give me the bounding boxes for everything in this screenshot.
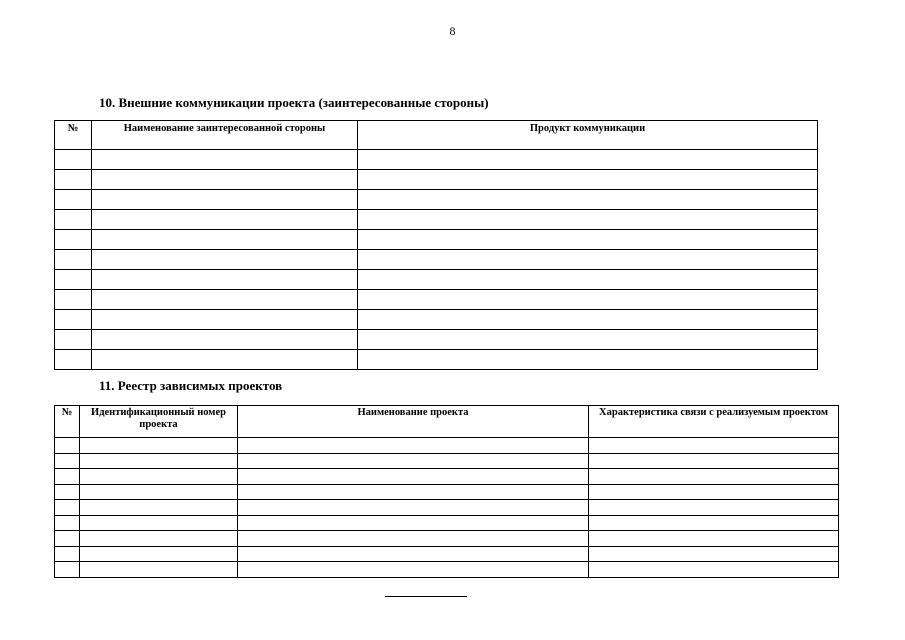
table-row bbox=[55, 500, 839, 516]
table-row bbox=[55, 190, 818, 210]
table-cell bbox=[92, 350, 358, 370]
table-row bbox=[55, 290, 818, 310]
table-cell bbox=[589, 500, 839, 516]
table-cell bbox=[55, 270, 92, 290]
table-header-row bbox=[55, 121, 818, 150]
table-cell bbox=[55, 150, 92, 170]
column-header-project-name: Наименование проекта bbox=[238, 406, 589, 438]
table-cell bbox=[589, 531, 839, 547]
table-cell bbox=[92, 150, 358, 170]
table-cell bbox=[358, 350, 818, 370]
table-header-row bbox=[55, 406, 839, 438]
page-number: 8 bbox=[449, 24, 456, 38]
footnote-separator-line bbox=[385, 596, 467, 597]
table-row bbox=[55, 170, 818, 190]
table-cell bbox=[55, 170, 92, 190]
table-cell bbox=[238, 453, 589, 469]
table-cell bbox=[92, 250, 358, 270]
table-cell bbox=[55, 438, 80, 454]
table-cell bbox=[80, 562, 238, 578]
column-header-project-id: Идентификационный номер проекта bbox=[80, 406, 238, 438]
table-cell bbox=[589, 515, 839, 531]
table-cell bbox=[55, 469, 80, 485]
section-10-heading: 10. Внешние коммуникации проекта (заинтересованные стороны) bbox=[99, 95, 489, 110]
table-cell bbox=[358, 270, 818, 290]
dependent-projects-table bbox=[54, 405, 839, 578]
table-cell bbox=[238, 500, 589, 516]
table-row bbox=[55, 515, 839, 531]
table-row bbox=[55, 330, 818, 350]
table-cell bbox=[238, 438, 589, 454]
table-row bbox=[55, 453, 839, 469]
table-cell bbox=[55, 210, 92, 230]
table-cell bbox=[55, 562, 80, 578]
table-cell bbox=[358, 250, 818, 270]
table-cell bbox=[358, 170, 818, 190]
column-header-communication-product: Продукт коммуникации bbox=[358, 121, 818, 150]
table-cell bbox=[92, 330, 358, 350]
table-cell bbox=[589, 562, 839, 578]
table-cell bbox=[92, 210, 358, 230]
table-row bbox=[55, 250, 818, 270]
table-row bbox=[55, 150, 818, 170]
table-cell bbox=[238, 546, 589, 562]
table-cell bbox=[589, 469, 839, 485]
table-cell bbox=[589, 484, 839, 500]
table-cell bbox=[92, 190, 358, 210]
table-row bbox=[55, 270, 818, 290]
table-cell bbox=[80, 546, 238, 562]
table-cell bbox=[358, 290, 818, 310]
stakeholders-table bbox=[54, 120, 818, 370]
table-cell bbox=[238, 531, 589, 547]
table-row bbox=[55, 562, 839, 578]
table-cell bbox=[358, 330, 818, 350]
table-cell bbox=[238, 562, 589, 578]
table-cell bbox=[589, 438, 839, 454]
table-cell bbox=[80, 531, 238, 547]
table-cell bbox=[55, 484, 80, 500]
table-cell bbox=[358, 150, 818, 170]
table-cell bbox=[92, 170, 358, 190]
table-cell bbox=[55, 290, 92, 310]
section-11-heading: 11. Реестр зависимых проектов bbox=[99, 378, 283, 393]
table-cell bbox=[55, 453, 80, 469]
table-cell bbox=[238, 515, 589, 531]
table-cell bbox=[238, 469, 589, 485]
table-cell bbox=[80, 453, 238, 469]
table-row bbox=[55, 438, 839, 454]
table-cell bbox=[80, 438, 238, 454]
table-row bbox=[55, 469, 839, 485]
table-cell bbox=[92, 290, 358, 310]
table-cell bbox=[92, 230, 358, 250]
table-cell bbox=[55, 531, 80, 547]
table-cell bbox=[358, 310, 818, 330]
table-cell bbox=[55, 546, 80, 562]
column-header-number: № bbox=[55, 406, 80, 438]
table-row bbox=[55, 531, 839, 547]
column-header-stakeholder-name: Наименование заинтересованной стороны bbox=[92, 121, 358, 150]
column-header-number: № bbox=[55, 121, 92, 150]
table-row bbox=[55, 230, 818, 250]
table-cell bbox=[80, 500, 238, 516]
table-cell bbox=[92, 310, 358, 330]
table-cell bbox=[55, 515, 80, 531]
table-cell bbox=[55, 330, 92, 350]
table-cell bbox=[55, 310, 92, 330]
column-header-relation-characteristic: Характеристика связи с реализуемым проектом bbox=[589, 406, 839, 438]
table-cell bbox=[55, 190, 92, 210]
table-cell bbox=[55, 350, 92, 370]
table-row bbox=[55, 546, 839, 562]
table-cell bbox=[358, 210, 818, 230]
table-cell bbox=[80, 469, 238, 485]
table-cell bbox=[358, 230, 818, 250]
table-cell bbox=[80, 515, 238, 531]
table-cell bbox=[589, 453, 839, 469]
table-cell bbox=[358, 190, 818, 210]
table-cell bbox=[589, 546, 839, 562]
table-cell bbox=[80, 484, 238, 500]
table-cell bbox=[55, 500, 80, 516]
table-row bbox=[55, 210, 818, 230]
table-cell bbox=[55, 250, 92, 270]
table-row bbox=[55, 350, 818, 370]
table-cell bbox=[55, 230, 92, 250]
table-cell bbox=[92, 270, 358, 290]
table-row bbox=[55, 484, 839, 500]
table-cell bbox=[238, 484, 589, 500]
table-row bbox=[55, 310, 818, 330]
